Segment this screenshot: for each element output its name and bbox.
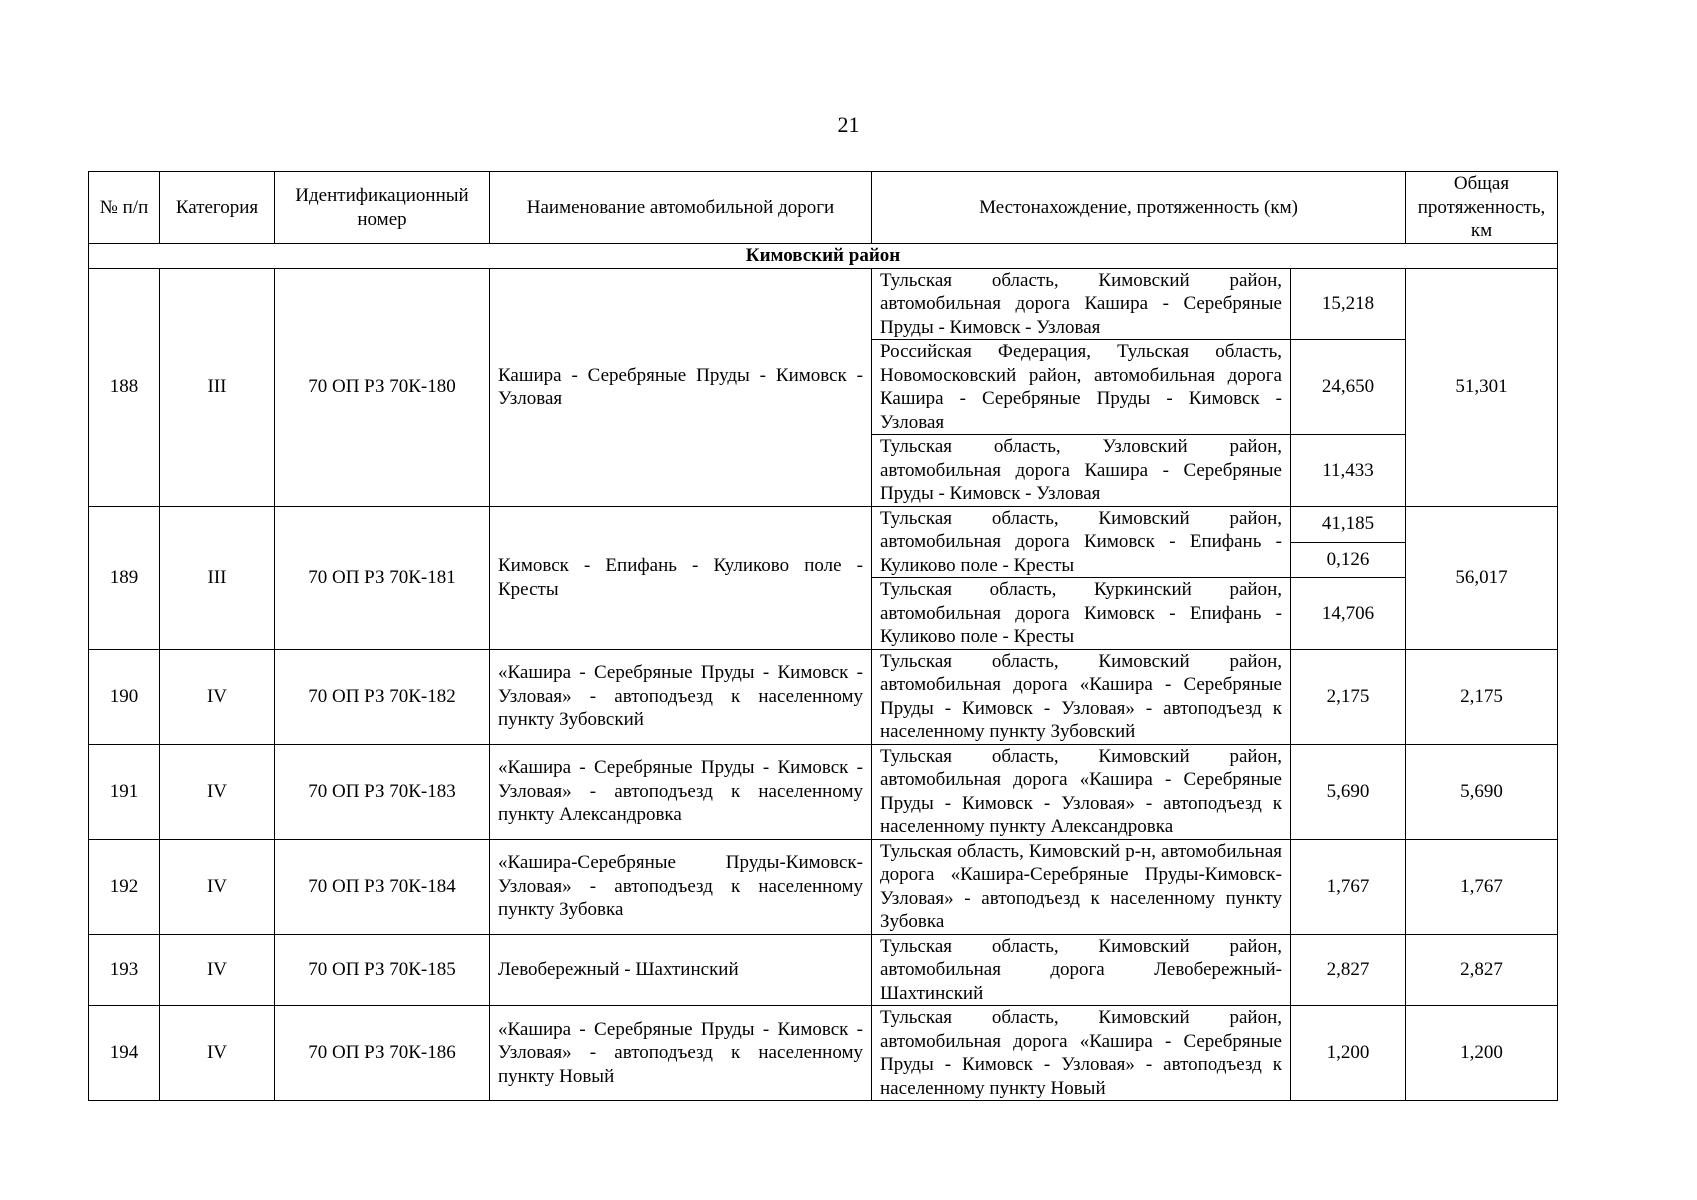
table-row [89, 839, 1558, 934]
row-length: 2,827 [1291, 934, 1406, 1006]
row-num: 191 [89, 744, 160, 839]
row-location: Тульская область, Узловский район, автомобильная дорога Кашира - Серебряные Пруды - Кимовск - Узловая [872, 435, 1291, 507]
row-location: Тульская область, Кимовский район, автомобильная дорога Левобережный-Шахтинский [872, 934, 1291, 1006]
row-road-name: Левобережный - Шахтинский [490, 934, 872, 1006]
row-length: 41,185 [1291, 506, 1406, 542]
row-length: 5,690 [1291, 744, 1406, 839]
row-total: 51,301 [1406, 268, 1558, 506]
row-num: 189 [89, 506, 160, 649]
row-location: Тульская область, Кимовский район, автомобильная дорога «Кашира - Серебряные Пруды - Кимовск - Узловая» - автоподъезд к населенному пункту Зубовский [872, 649, 1291, 744]
row-category: IV [160, 744, 275, 839]
row-num: 188 [89, 268, 160, 506]
header-name: Наименование автомобильной дороги [490, 172, 872, 244]
row-location: Тульская область, Кимовский район, автомобильная дорога Кашира - Серебряные Пруды - Кимовск - Узловая [872, 268, 1291, 340]
row-id: 70 ОП РЗ 70К-180 [275, 268, 490, 506]
table-row [89, 649, 1558, 744]
row-id: 70 ОП РЗ 70К-184 [275, 839, 490, 934]
table-row [89, 506, 1558, 542]
row-id: 70 ОП РЗ 70К-186 [275, 1006, 490, 1101]
district-row [89, 244, 1558, 269]
header-row [89, 172, 1558, 244]
row-road-name: «Кашира - Серебряные Пруды - Кимовск - Узловая» - автоподъезд к населенному пункту Александровка [490, 744, 872, 839]
row-length: 0,126 [1291, 542, 1406, 577]
row-road-name: «Кашира - Серебряные Пруды - Кимовск - Узловая» - автоподъезд к населенному пункту Зубовский [490, 649, 872, 744]
row-length: 24,650 [1291, 340, 1406, 435]
row-id: 70 ОП РЗ 70К-183 [275, 744, 490, 839]
header-category: Категория [160, 172, 275, 244]
row-id: 70 ОП РЗ 70К-181 [275, 506, 490, 649]
row-total: 1,767 [1406, 839, 1558, 934]
table-row [89, 268, 1558, 340]
row-length: 1,200 [1291, 1006, 1406, 1101]
row-length: 15,218 [1291, 268, 1406, 340]
row-location: Тульская область, Кимовский район, автомобильная дорога «Кашира - Серебряные Пруды - Кимовск - Узловая» - автоподъезд к населенному пункту Александровка [872, 744, 1291, 839]
row-road-name: Кимовск - Епифань - Куликово поле - Кресты [490, 506, 872, 649]
row-num: 193 [89, 934, 160, 1006]
row-location: Российская Федерация, Тульская область, Новомосковский район, автомобильная дорога Кашира - Серебряные Пруды - Кимовск - Узловая [872, 340, 1291, 435]
roads-table [88, 171, 1558, 1101]
row-category: IV [160, 1006, 275, 1101]
row-num: 194 [89, 1006, 160, 1101]
row-location: Тульская область, Кимовский район, автомобильная дорога Кимовск - Епифань - Куликово поле - Кресты [872, 506, 1291, 578]
row-total: 2,827 [1406, 934, 1558, 1006]
row-id: 70 ОП РЗ 70К-182 [275, 649, 490, 744]
row-total: 56,017 [1406, 506, 1558, 649]
row-category: IV [160, 649, 275, 744]
row-category: III [160, 506, 275, 649]
row-location: Тульская область, Кимовский район, автомобильная дорога «Кашира - Серебряные Пруды - Кимовск - Узловая» - автоподъезд к населенному пункту Новый [872, 1006, 1291, 1101]
row-length: 14,706 [1291, 578, 1406, 650]
row-total: 1,200 [1406, 1006, 1558, 1101]
row-road-name: «Кашира - Серебряные Пруды - Кимовск - Узловая» - автоподъезд к населенному пункту Новый [490, 1006, 872, 1101]
row-length: 2,175 [1291, 649, 1406, 744]
district-name: Кимовский район [89, 244, 1558, 269]
page-number: 21 [837, 112, 860, 137]
row-category: III [160, 268, 275, 506]
row-id: 70 ОП РЗ 70К-185 [275, 934, 490, 1006]
row-location: Тульская область, Кимовский р-н, автомобильная дорога «Кашира-Серебряные Пруды-Кимовск-Узловая» - автоподъезд к населенному пункту Зубовка [872, 839, 1291, 934]
header-total: Общая протяженность, км [1406, 172, 1558, 244]
header-id: Идентификационный номер [275, 172, 490, 244]
header-location: Местонахождение, протяженность (км) [872, 172, 1406, 244]
row-length: 11,433 [1291, 435, 1406, 507]
header-num: № п/п [89, 172, 160, 244]
row-num: 190 [89, 649, 160, 744]
row-location: Тульская область, Куркинский район, автомобильная дорога Кимовск - Епифань - Куликово поле - Кресты [872, 578, 1291, 650]
row-category: IV [160, 839, 275, 934]
table-row [89, 1006, 1558, 1101]
row-road-name: Кашира - Серебряные Пруды - Кимовск - Узловая [490, 268, 872, 506]
table-row [89, 744, 1558, 839]
row-num: 192 [89, 839, 160, 934]
row-total: 5,690 [1406, 744, 1558, 839]
row-category: IV [160, 934, 275, 1006]
row-total: 2,175 [1406, 649, 1558, 744]
row-length: 1,767 [1291, 839, 1406, 934]
row-road-name: «Кашира-Серебряные Пруды-Кимовск-Узловая» - автоподъезд к населенному пункту Зубовка [490, 839, 872, 934]
table-row [89, 934, 1558, 1006]
